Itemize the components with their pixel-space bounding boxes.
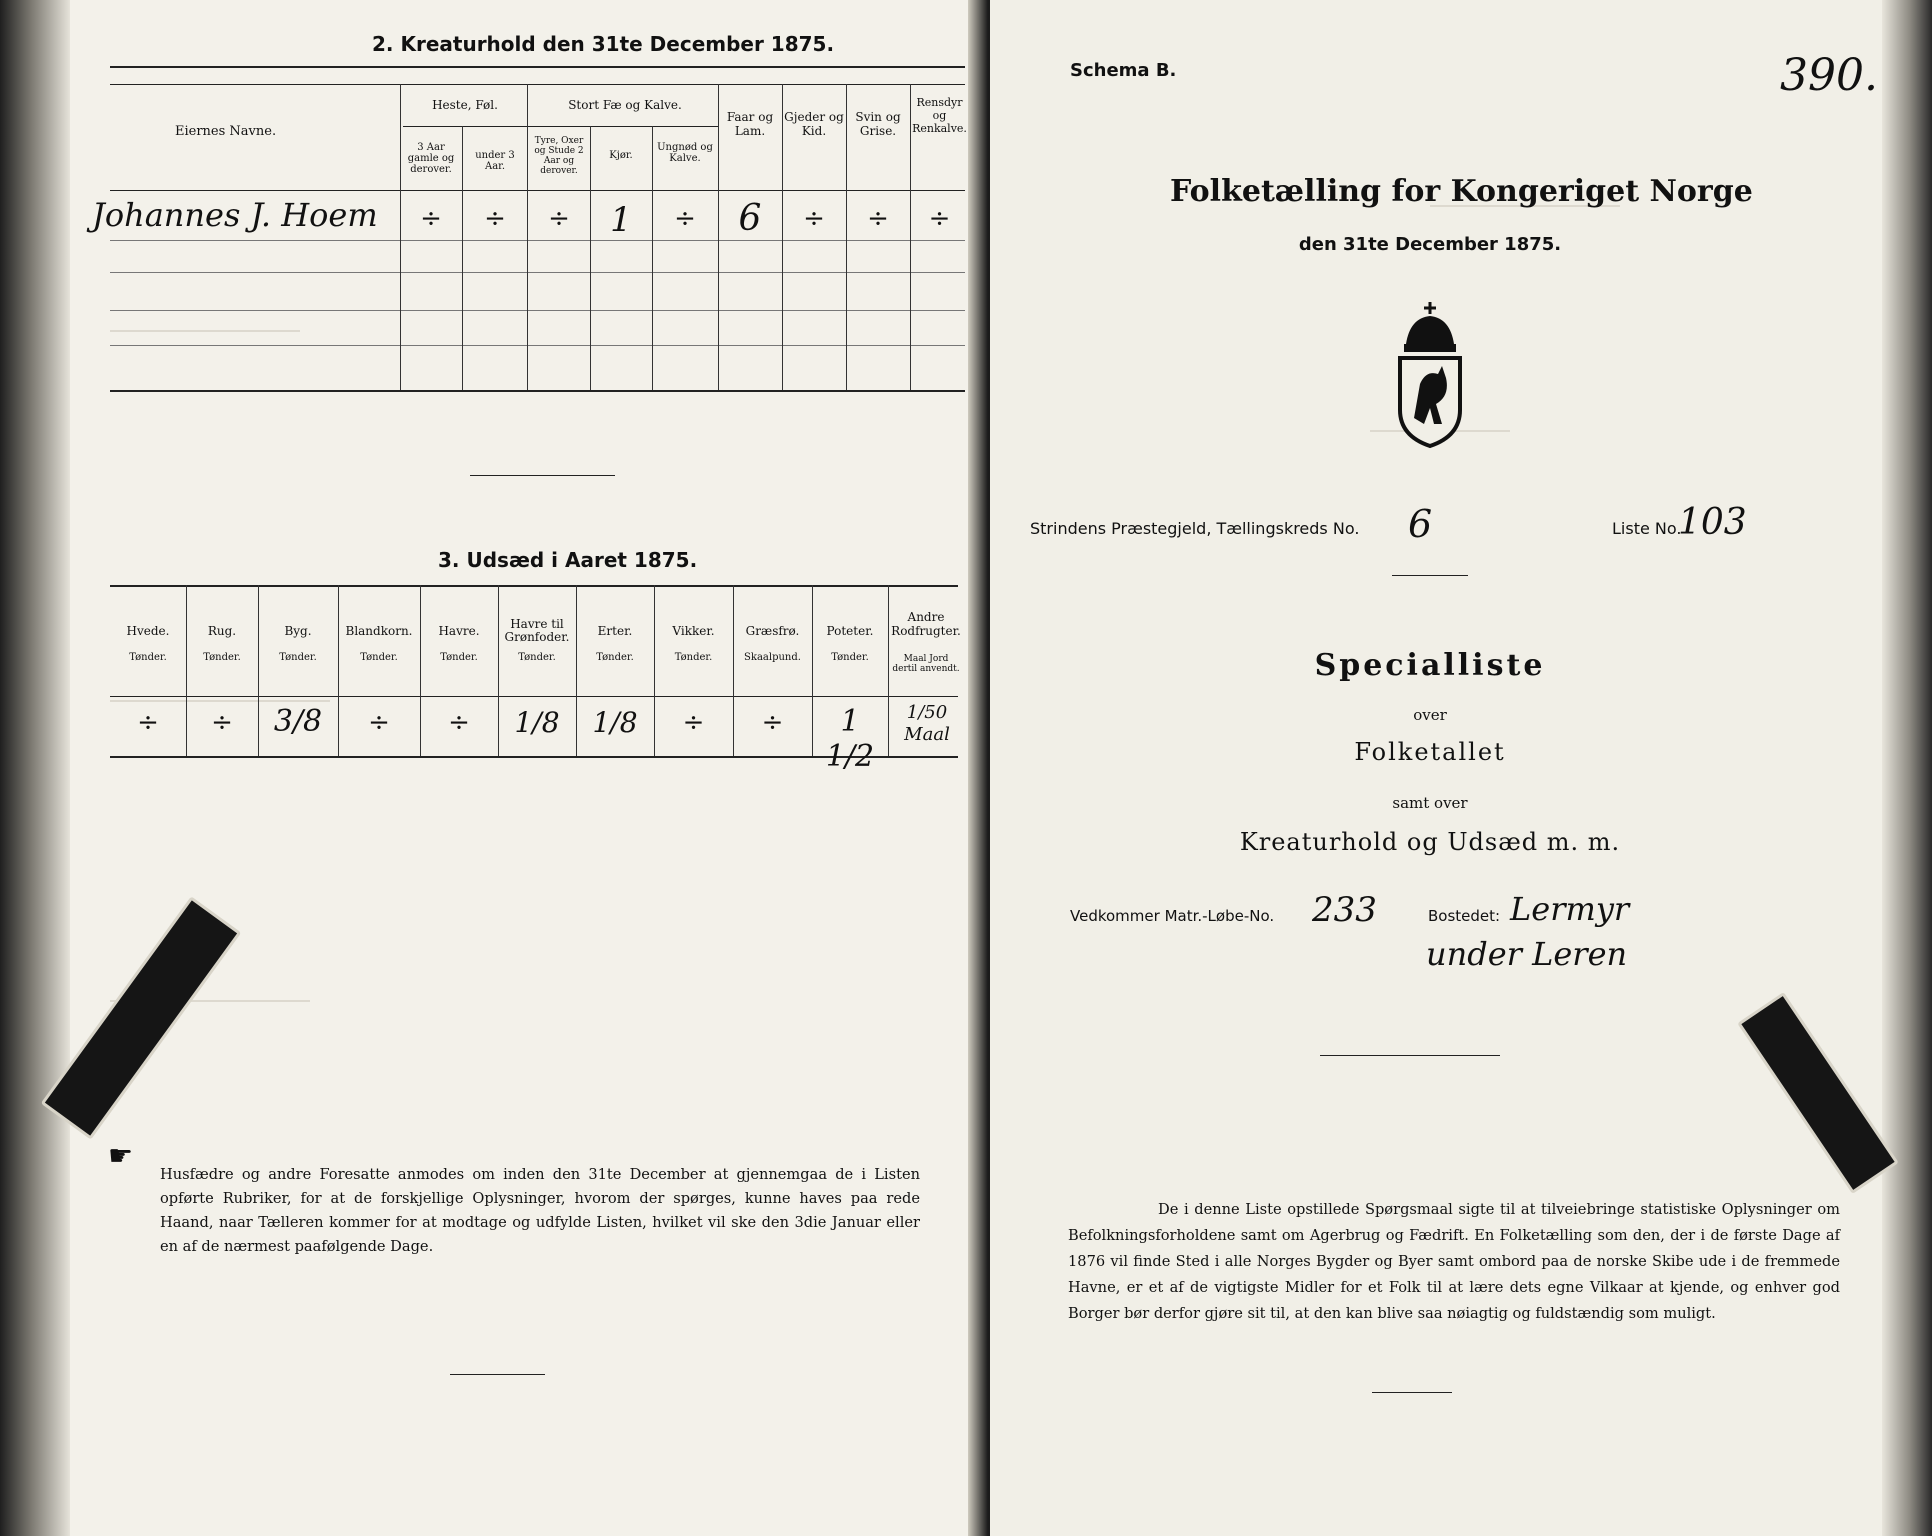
- horses-header: Heste, Føl.: [432, 98, 498, 112]
- over-text: over: [1413, 706, 1447, 724]
- col-cows: Kjør.: [609, 150, 633, 161]
- sow-unit-oats: Tønder.: [440, 652, 478, 663]
- livestock-title: 2. Kreaturhold den 31te December 1875.: [372, 32, 835, 56]
- right-page: [990, 0, 1932, 1536]
- value-cows: 1: [610, 200, 632, 240]
- sow-unit-peas: Tønder.: [596, 652, 634, 663]
- value-sheep: 6: [738, 198, 762, 239]
- notice-text: Husfædre og andre Foresatte anmodes om inden den 31te December at gjennemgaa de i Listen opførte Rubriker, for at de forskjellige Oplysninger, hvorom der spørges, kunne haves paa rede Haand, naar Tælleren kommer for at modtage og udfylde Listen, hvilket vil ske den 3die Januar eller en af de nærmest paafølgende Dage.: [160, 1166, 920, 1255]
- sow-col-rye: Rug.: [207, 624, 237, 638]
- bosted-label: Bostedet:: [1428, 907, 1501, 925]
- folketallet-text: Folketallet: [1354, 738, 1506, 766]
- matr-label: Vedkommer Matr.-Løbe-No.: [1070, 907, 1275, 925]
- schema-label: Schema B.: [1070, 60, 1177, 81]
- sow-unit-vetch: Tønder.: [674, 652, 713, 663]
- sowing-title: 3. Udsæd i Aaret 1875.: [438, 548, 698, 572]
- sow-col-roots: Andre Rodfrugter.: [891, 610, 961, 638]
- main-title: Folketælling for Kongeriget Norge: [1170, 174, 1753, 209]
- info-paragraph: De i denne Liste opstillede Spørgsmaal sigte til at tilveiebringe statistiske Oplysninger om Befolkningsforholdene samt om Agerbrug og Fædrift. En Folketælling som den, der i de første Dage af 1876 vil finde Sted i alle Norges Bygder og Byer samt ombord paa de norske Skibe ude i de fremmede Havne, er et af de vigtigste Midler for et Folk til at lære dets egne Vilkaar at kjende, og enhver god Borger bør derfor gjøre sit til, at den kan blive saa nøiagtig og fuldstændig som muligt.: [1068, 1201, 1840, 1322]
- page-edge: [1882, 0, 1932, 1536]
- sow-value-grass-seed: ÷: [761, 708, 784, 738]
- sow-value-potatoes: 1 1/2: [825, 704, 875, 774]
- parish-label: Strindens Præstegjeld, Tællingskreds No.: [1030, 519, 1360, 538]
- sow-value-barley: 3/8: [273, 704, 323, 739]
- sow-unit-roots: Maal Jord dertil anvendt.: [892, 654, 960, 674]
- sow-col-vetch: Vikker.: [672, 624, 715, 638]
- page-tab: [1737, 992, 1899, 1194]
- sow-col-barley: Byg.: [284, 624, 312, 638]
- list-label: Liste No.: [1612, 519, 1682, 538]
- sow-value-mixed: ÷: [368, 708, 390, 738]
- list-number: 103: [1678, 502, 1747, 543]
- matr-number: 233: [1312, 890, 1377, 930]
- sow-unit-green-oats: Tønder.: [518, 652, 556, 663]
- sow-col-potatoes: Poteter.: [826, 624, 874, 638]
- coat-of-arms-icon: [1390, 300, 1470, 450]
- col-goats: Gjeder og Kid.: [784, 110, 844, 138]
- bosted-line-1: Lermyr: [1510, 890, 1630, 928]
- col-sheep: Faar og Lam.: [726, 110, 774, 138]
- divider: [1372, 1392, 1452, 1393]
- divider: [1392, 575, 1468, 576]
- col-reindeer: Rensdyr og Renkalve.: [912, 96, 967, 135]
- divider: [1320, 1055, 1500, 1056]
- divider: [450, 1374, 545, 1375]
- col-pigs: Svin og Grise.: [855, 110, 901, 138]
- sow-value-green-oats: 1/8: [514, 706, 560, 739]
- district-number: 6: [1408, 502, 1433, 546]
- sow-value-peas: 1/8: [592, 706, 638, 739]
- page-tab: [41, 896, 242, 1140]
- sow-unit-potatoes: Tønder.: [831, 652, 869, 663]
- sow-unit-wheat: Tønder.: [129, 652, 167, 663]
- divider: [470, 475, 615, 476]
- value-horses-old: ÷: [420, 204, 442, 234]
- value-reindeer: ÷: [928, 204, 951, 234]
- value-goats: ÷: [803, 204, 825, 234]
- sow-col-peas: Erter.: [597, 624, 633, 638]
- value-horses-young: ÷: [484, 204, 506, 234]
- sow-col-wheat: Hvede.: [126, 624, 170, 638]
- sow-unit-rye: Tønder.: [203, 652, 241, 663]
- owner-name: Johannes J. Hoem: [92, 196, 378, 234]
- sow-value-oats: ÷: [448, 708, 470, 738]
- value-pigs: ÷: [867, 204, 889, 234]
- main-subtitle: den 31te December 1875.: [1298, 234, 1562, 255]
- pointing-hand-icon: ☛: [108, 1139, 134, 1172]
- sow-value-rye: ÷: [211, 708, 233, 738]
- sow-col-mixed: Blandkorn.: [345, 624, 413, 638]
- sow-value-wheat: ÷: [137, 708, 159, 738]
- sow-col-oats: Havre.: [438, 624, 480, 638]
- value-young-cattle: ÷: [674, 204, 696, 234]
- sow-unit-mixed: Tønder.: [360, 652, 398, 663]
- col-horses-old: 3 Aar gamle og derover.: [407, 142, 455, 175]
- bosted-line-2: under Leren: [1426, 935, 1628, 973]
- owner-header: Eiernes Navne.: [175, 124, 277, 139]
- page-number: 390.: [1780, 50, 1878, 101]
- bleed-through: [110, 330, 300, 332]
- cattle-header: Stort Fæ og Kalve.: [568, 98, 682, 112]
- col-young-cattle: Ungnød og Kalve.: [657, 142, 713, 164]
- kreaturhold-text: Kreaturhold og Udsæd m. m.: [1239, 828, 1621, 856]
- sow-col-grass-seed: Græsfrø.: [745, 624, 800, 638]
- sow-value-roots: 1/50 Maal: [904, 702, 950, 745]
- sow-value-vetch: ÷: [682, 708, 705, 738]
- samt-over-text: samt over: [1392, 794, 1468, 812]
- col-horses-young: under 3 Aar.: [475, 150, 515, 172]
- sow-col-green-oats: Havre til Grønfoder.: [504, 617, 570, 644]
- col-bulls: Tyre, Oxer og Stude 2 Aar og derover.: [534, 136, 584, 176]
- sow-unit-barley: Tønder.: [279, 652, 317, 663]
- bleed-through: [110, 700, 330, 702]
- page-edge: [0, 0, 70, 1536]
- value-bulls: ÷: [548, 204, 570, 234]
- sow-unit-grass-seed: Skaalpund.: [744, 652, 801, 663]
- special-title: Specialliste: [1314, 648, 1546, 683]
